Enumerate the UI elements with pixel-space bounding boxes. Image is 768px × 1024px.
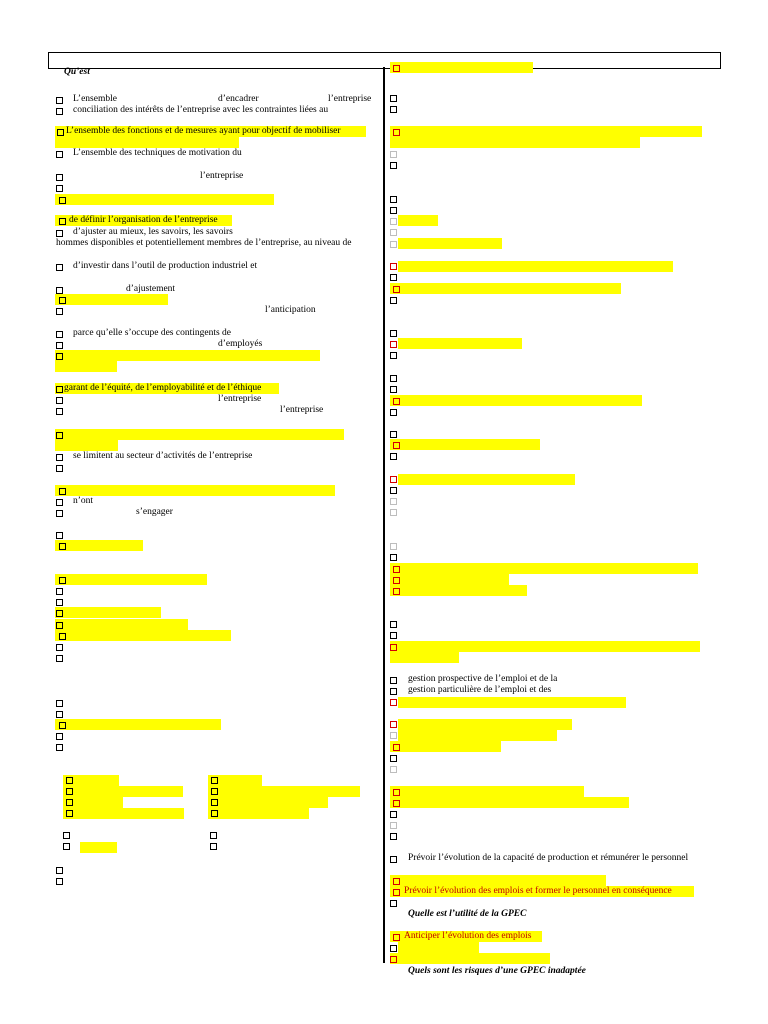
checkbox[interactable] — [390, 151, 397, 158]
option-text: d’encadrer — [218, 94, 259, 104]
highlight — [398, 215, 438, 226]
highlight — [55, 485, 335, 496]
option-text-answer: garant de l’équité, de l’employabilité et de l’éthique — [64, 383, 262, 393]
highlight — [390, 137, 640, 148]
checkbox[interactable] — [390, 375, 397, 382]
highlight — [208, 808, 309, 819]
checkbox[interactable] — [56, 432, 63, 439]
checkbox[interactable] — [56, 308, 63, 315]
highlight — [390, 563, 698, 574]
checkbox[interactable] — [56, 151, 63, 158]
checkbox[interactable] — [390, 196, 397, 203]
checkbox[interactable] — [390, 900, 397, 907]
checkbox[interactable] — [59, 633, 66, 640]
checkbox[interactable] — [390, 811, 397, 818]
highlight — [55, 294, 168, 305]
checkbox[interactable] — [63, 843, 70, 850]
checkbox[interactable] — [390, 699, 397, 706]
question-title: Quels sont les risques d’une GPEC inadaptée — [408, 966, 586, 976]
checkbox[interactable] — [390, 162, 397, 169]
checkbox[interactable] — [59, 488, 66, 495]
checkbox[interactable] — [56, 644, 63, 651]
checkbox[interactable] — [390, 621, 397, 628]
checkbox[interactable] — [211, 777, 218, 784]
checkbox[interactable] — [390, 721, 397, 728]
checkbox[interactable] — [56, 532, 63, 539]
checkbox[interactable] — [393, 566, 400, 573]
highlight — [55, 440, 118, 451]
highlight — [390, 126, 702, 137]
checkbox[interactable] — [56, 230, 63, 237]
highlight — [80, 842, 117, 853]
highlight — [390, 574, 509, 585]
checkbox[interactable] — [390, 945, 397, 952]
checkbox[interactable] — [56, 610, 63, 617]
checkbox[interactable] — [393, 934, 400, 941]
checkbox[interactable] — [390, 453, 397, 460]
highlight — [390, 741, 501, 752]
checkbox[interactable] — [390, 833, 397, 840]
highlight — [398, 942, 479, 953]
highlight — [55, 429, 344, 440]
option-text: d’employés — [218, 339, 263, 349]
checkbox[interactable] — [390, 487, 397, 494]
checkbox[interactable] — [393, 588, 400, 595]
option-text-answer: Anticiper l’évolution des emplois — [404, 931, 532, 941]
checkbox[interactable] — [390, 431, 397, 438]
highlight — [398, 261, 673, 272]
checkbox[interactable] — [390, 732, 397, 739]
highlight — [55, 350, 320, 361]
highlight — [390, 797, 629, 808]
highlight — [55, 630, 231, 641]
checkbox[interactable] — [393, 577, 400, 584]
checkbox[interactable] — [390, 352, 397, 359]
checkbox[interactable] — [390, 263, 397, 270]
question-title: Qu’est — [64, 67, 90, 77]
checkbox[interactable] — [56, 588, 63, 595]
highlight — [390, 283, 621, 294]
highlight — [55, 574, 207, 585]
checkbox[interactable] — [211, 799, 218, 806]
checkbox[interactable] — [393, 65, 400, 72]
checkbox[interactable] — [390, 677, 397, 684]
checkbox[interactable] — [390, 409, 397, 416]
option-text: d’ajustement — [126, 284, 176, 294]
checkbox[interactable] — [390, 956, 397, 963]
option-text: hommes disponibles et potentiellement membres de l’entreprise, au niveau de — [56, 238, 352, 248]
checkbox[interactable] — [56, 744, 63, 751]
checkbox[interactable] — [393, 398, 400, 405]
checkbox[interactable] — [56, 599, 63, 606]
option-text: gestion particulière de l’emploi et des — [408, 685, 552, 695]
checkbox[interactable] — [56, 700, 63, 707]
option-text: s’engager — [136, 507, 173, 517]
checkbox[interactable] — [390, 755, 397, 762]
option-text: d’investir dans l’outil de production industriel et — [73, 261, 258, 271]
highlight — [55, 719, 221, 730]
checkbox[interactable] — [56, 287, 63, 294]
highlight — [208, 786, 360, 797]
checkbox[interactable] — [390, 218, 397, 225]
checkbox[interactable] — [56, 174, 63, 181]
highlight — [55, 361, 117, 372]
checkbox[interactable] — [56, 510, 63, 517]
highlight — [390, 652, 459, 663]
checkbox[interactable] — [56, 386, 63, 393]
highlight — [208, 797, 328, 808]
highlight — [63, 808, 184, 819]
highlight — [398, 474, 575, 485]
checkbox[interactable] — [56, 185, 63, 192]
highlight — [390, 875, 606, 886]
checkbox[interactable] — [211, 788, 218, 795]
checkbox[interactable] — [390, 856, 397, 863]
checkbox[interactable] — [390, 341, 397, 348]
checkbox[interactable] — [390, 644, 397, 651]
checkbox[interactable] — [56, 408, 63, 415]
highlight — [390, 953, 550, 964]
option-text: gestion prospective de l’emploi et de la — [408, 674, 558, 684]
checkbox[interactable] — [56, 465, 63, 472]
checkbox[interactable] — [56, 264, 63, 271]
checkbox[interactable] — [56, 97, 63, 104]
checkbox[interactable] — [56, 342, 63, 349]
highlight — [398, 730, 557, 741]
checkbox[interactable] — [393, 286, 400, 293]
checkbox[interactable] — [210, 843, 217, 850]
checkbox[interactable] — [393, 129, 400, 136]
checkbox[interactable] — [57, 129, 64, 136]
checkbox[interactable] — [66, 799, 73, 806]
checkbox[interactable] — [393, 789, 400, 796]
option-text: l’entreprise — [328, 94, 372, 104]
checkbox[interactable] — [59, 297, 66, 304]
highlight — [55, 194, 274, 205]
option-text: conciliation des intérêts de l’entreprise avec les contraintes liées au — [73, 105, 329, 115]
highlight — [390, 641, 700, 652]
checkbox[interactable] — [56, 454, 63, 461]
checkbox[interactable] — [390, 554, 397, 561]
checkbox[interactable] — [56, 108, 63, 115]
option-text-answer: de définir l’organisation de l’entreprise — [69, 215, 218, 225]
checkbox[interactable] — [56, 331, 63, 338]
highlight — [390, 62, 533, 73]
option-text: L’ensemble des techniques de motivation du — [73, 148, 242, 158]
highlight — [63, 786, 183, 797]
highlight — [390, 439, 540, 450]
checkbox[interactable] — [390, 498, 397, 505]
highlight — [398, 238, 502, 249]
checkbox[interactable] — [210, 832, 217, 839]
checkbox[interactable] — [393, 889, 400, 896]
checkbox[interactable] — [390, 274, 397, 281]
checkbox[interactable] — [390, 297, 397, 304]
highlight — [55, 619, 188, 630]
checkbox[interactable] — [211, 810, 218, 817]
checkbox[interactable] — [59, 218, 66, 225]
checkbox[interactable] — [59, 197, 66, 204]
checkbox[interactable] — [390, 688, 397, 695]
option-text: L’ensemble — [73, 94, 117, 104]
checkbox[interactable] — [393, 800, 400, 807]
option-text: n’ont — [73, 496, 94, 506]
highlight — [398, 719, 572, 730]
highlight — [55, 137, 239, 148]
checkbox[interactable] — [393, 744, 400, 751]
option-text: se limitent au secteur d’activités de l’entreprise — [73, 451, 253, 461]
checkbox[interactable] — [56, 397, 63, 404]
checkbox[interactable] — [59, 722, 66, 729]
option-text: d’ajuster au mieux, les savoirs, les savoirs — [73, 227, 233, 237]
checkbox[interactable] — [66, 810, 73, 817]
checkbox[interactable] — [390, 476, 397, 483]
highlight — [390, 585, 527, 596]
highlight — [390, 395, 642, 406]
checkbox[interactable] — [390, 632, 397, 639]
highlight — [55, 540, 143, 551]
checkbox[interactable] — [390, 229, 397, 236]
checkbox[interactable] — [66, 777, 73, 784]
option-text: l’anticipation — [265, 305, 316, 315]
checkbox[interactable] — [390, 207, 397, 214]
checkbox[interactable] — [390, 106, 397, 113]
checkbox[interactable] — [66, 788, 73, 795]
checkbox[interactable] — [56, 499, 63, 506]
checkbox[interactable] — [393, 442, 400, 449]
column-divider — [383, 67, 385, 963]
checkbox[interactable] — [390, 822, 397, 829]
checkbox[interactable] — [390, 330, 397, 337]
checkbox[interactable] — [56, 711, 63, 718]
highlight — [398, 338, 522, 349]
checkbox[interactable] — [56, 655, 63, 662]
checkbox[interactable] — [390, 509, 397, 516]
checkbox[interactable] — [56, 622, 63, 629]
checkbox[interactable] — [59, 577, 66, 584]
checkbox[interactable] — [56, 733, 63, 740]
checkbox[interactable] — [393, 878, 400, 885]
checkbox[interactable] — [390, 386, 397, 393]
checkbox[interactable] — [390, 543, 397, 550]
option-text: parce qu’elle s’occupe des contingents de — [73, 328, 232, 338]
question-title: Quelle est l’utilité de la GPEC — [408, 909, 527, 919]
highlight — [390, 786, 584, 797]
checkbox[interactable] — [56, 867, 63, 874]
checkbox[interactable] — [56, 353, 63, 360]
checkbox[interactable] — [390, 241, 397, 248]
checkbox[interactable] — [390, 766, 397, 773]
checkbox[interactable] — [56, 878, 63, 885]
option-text: l’entreprise — [280, 405, 324, 415]
checkbox[interactable] — [390, 95, 397, 102]
checkbox[interactable] — [59, 543, 66, 550]
option-text: l’entreprise — [200, 171, 244, 181]
option-text: Prévoir l’évolution de la capacité de production et rémunérer le personnel — [408, 853, 689, 863]
option-text: l’entreprise — [218, 394, 262, 404]
checkbox[interactable] — [63, 832, 70, 839]
option-text-answer: Prévoir l’évolution des emplois et former le personnel en conséquence — [404, 886, 672, 896]
option-text-answer: L’ensemble des fonctions et de mesures ayant pour objectif de mobiliser — [66, 126, 341, 136]
highlight — [55, 607, 161, 618]
highlight — [398, 697, 626, 708]
